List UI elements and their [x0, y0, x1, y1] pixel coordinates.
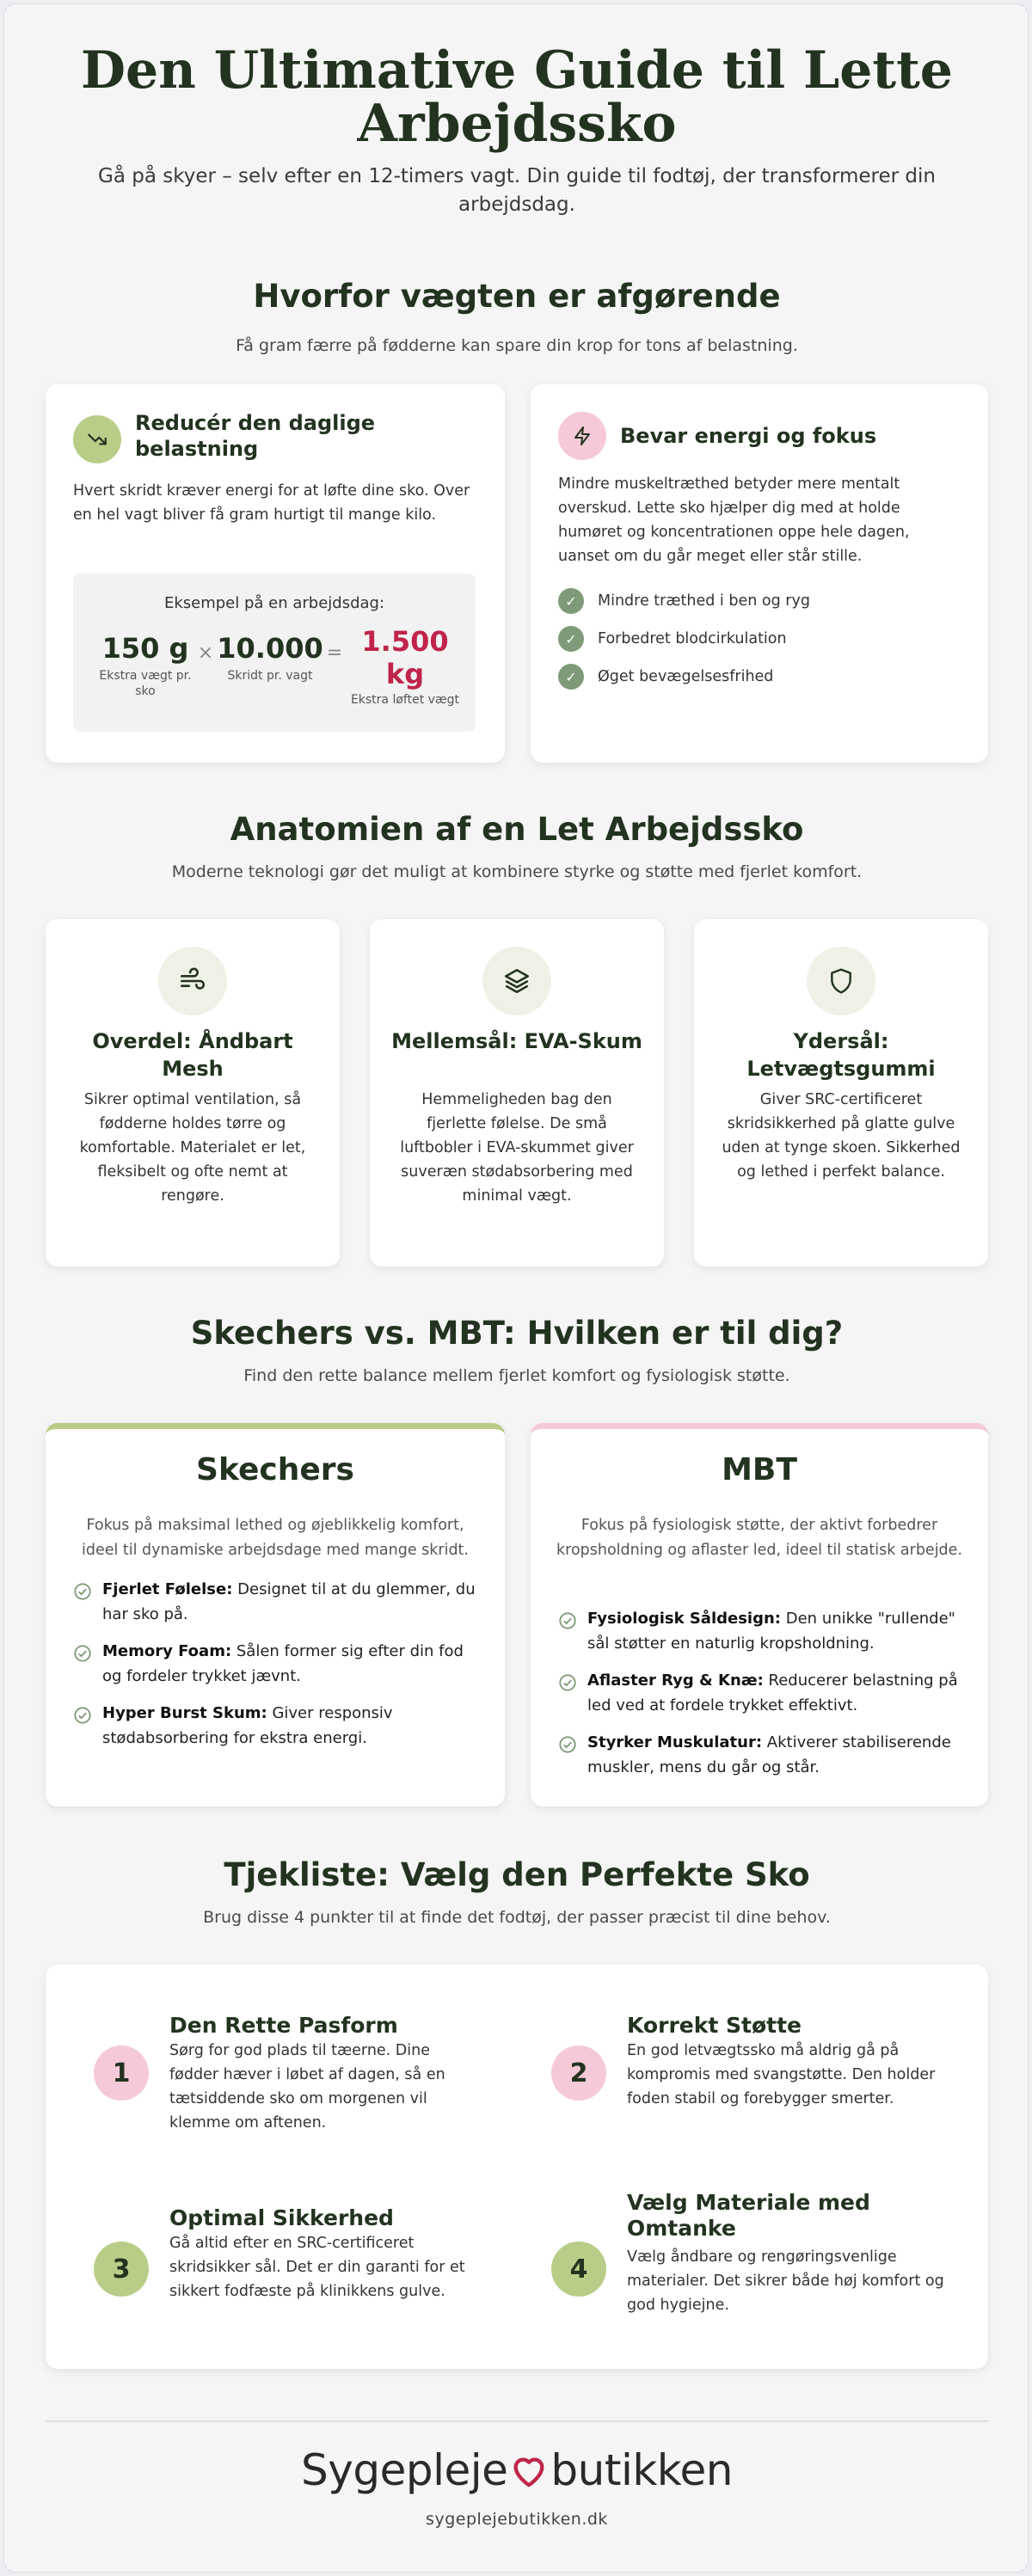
- compare-section-title: Skechers vs. MBT: Hvilken er til dig?: [190, 1315, 844, 1352]
- equals-sign: =: [326, 642, 343, 664]
- check-circle-icon: [558, 1611, 577, 1630]
- check-circle-icon: [73, 1582, 92, 1601]
- load-card-text: Hvert skridt kræver energi for at løfte dine sko. Over en hel vagt bliver få gram hurtigt til mange kilo.: [73, 482, 470, 524]
- mbt-item: Styrker Muskulatur: Aktiverer stabiliserende muskler, mens du går og står.: [587, 1733, 951, 1776]
- feature-card: [694, 919, 988, 1267]
- check-circle-icon: [73, 1706, 92, 1725]
- page: [3, 3, 1029, 2573]
- footer-url[interactable]: sygeplejebutikken.dk: [426, 2510, 608, 2529]
- logo-text-right: butikken: [550, 2445, 733, 2495]
- layers-icon: [482, 947, 551, 1015]
- mbt-item: Fysiologisk Såldesign: Den unikke "rullende" sål støtter en naturlig kropsholdning.: [587, 1610, 955, 1653]
- check-circle-icon: [73, 1644, 92, 1663]
- step-number: 1: [94, 2045, 149, 2101]
- feature-title: Mellemsål: EVA-Skum: [391, 1029, 642, 1053]
- mbt-item: Aflaster Ryg & Knæ: Reducerer belastning på led ved at fordele trykket effektivt.: [587, 1671, 958, 1714]
- energy-item: Mindre træthed i ben og ryg: [598, 592, 810, 610]
- feature-card: [46, 919, 340, 1267]
- step-number: 2: [551, 2045, 606, 2101]
- page-title: Den Ultimative Guide til Lette Arbejdssko: [81, 40, 953, 154]
- why-section-subtitle: Få gram færre på fødderne kan spare din krop for tons af belastning.: [236, 336, 798, 355]
- heart-icon: [509, 2450, 549, 2490]
- logo[interactable]: [4, 2443, 1029, 2498]
- feature-title: Overdel: Åndbart Mesh: [92, 1029, 293, 1081]
- energy-card-title: Bevar energi og fokus: [620, 424, 877, 448]
- skechers-title: Skechers: [196, 1452, 354, 1487]
- checklist-section-subtitle: Brug disse 4 punkter til at finde det fodtøj, der passer præcist til dine behov.: [203, 1908, 831, 1927]
- check-circle-icon: [558, 1673, 577, 1692]
- energy-item: Øget bevægelsesfrihed: [598, 668, 774, 685]
- checklist-item-text: En god letvægtssko må aldrig gå på kompromis med svangstøtte. Den holder foden stabil og forebygger smerter.: [627, 2042, 936, 2107]
- check-icon: ✓: [558, 626, 584, 652]
- example-box: [73, 573, 476, 732]
- weight-label: Ekstra vægt pr. sko: [99, 669, 192, 698]
- trend-down-icon: [73, 415, 121, 463]
- energy-item: Forbedret blodcirkulation: [598, 630, 787, 647]
- skechers-item: Fjerlet Følelse: Designet til at du glemmer, du har sko på.: [102, 1580, 476, 1623]
- page-subtitle: Gå på skyer – selv efter en 12-timers vagt. Din guide til fodtøj, der transformerer din arbejdsdag.: [98, 165, 936, 216]
- times-sign: ×: [197, 642, 214, 664]
- checklist-item-title: Vælg Materiale med Omtanke: [627, 2190, 870, 2241]
- mbt-title: MBT: [722, 1452, 797, 1487]
- anatomy-section-title: Anatomien af en Let Arbejdssko: [230, 811, 804, 848]
- checklist-item-text: Sørg for god plads til tæerne. Dine fødder hæver i løbet af dagen, så en tætsiddende sko om morgenen vil klemme om aftenen.: [169, 2042, 445, 2131]
- footer-divider: [46, 2420, 988, 2422]
- checklist-item-title: Den Rette Pasform: [169, 2013, 398, 2038]
- steps-value: 10.000: [217, 632, 323, 665]
- why-section-title: Hvorfor vægten er afgørende: [253, 278, 781, 315]
- step-number: 3: [94, 2242, 149, 2297]
- weight-value: 150 g: [101, 632, 189, 665]
- checklist-item-text: Vælg åndbare og rengøringsvenlige materialer. Det sikrer både høj komfort og god hygiejne.: [627, 2248, 944, 2314]
- checklist-section-title: Tjekliste: Vælg den Perfekte Sko: [224, 1856, 810, 1893]
- result-value: 1.500 kg: [361, 625, 449, 690]
- skechers-card: [46, 1423, 505, 1806]
- result-label: Ekstra løftet vægt: [350, 693, 460, 707]
- skechers-intro: Fokus på maksimal lethed og øjeblikkelig komfort, ideel til dynamiske arbejdsdage med mange skridt.: [81, 1517, 469, 1559]
- energy-card-text: Mindre muskeltræthed betyder mere mentalt overskud. Lette sko hjælper dig med at holde humøret og koncentrationen oppe hele dagen, uanset om du går meget eller står stille.: [558, 475, 910, 565]
- checklist-item-text: Gå altid efter en SRC-certificeret skridsikker sål. Det er din garanti for et sikkert fodfæste på klinikkens gulve.: [169, 2235, 465, 2300]
- skechers-item: Memory Foam: Sålen former sig efter din fod og fordeler trykket jævnt.: [102, 1642, 464, 1685]
- check-icon: ✓: [558, 664, 584, 690]
- energy-card: [531, 384, 988, 763]
- feature-card: [370, 919, 664, 1267]
- skechers-item: Hyper Burst Skum: Giver responsiv stødabsorbering for ekstra energi.: [102, 1704, 393, 1747]
- checklist-item-title: Optimal Sikkerhed: [169, 2205, 394, 2230]
- anatomy-section-subtitle: Moderne teknologi gør det muligt at kombinere styrke og støtte med fjerlet komfort.: [171, 862, 863, 881]
- step-number: 4: [551, 2242, 606, 2297]
- feature-text: Hemmeligheden bag den fjerlette følelse. De små luftbobler i EVA-skummet giver suveræn stødabsorbering med minimal vægt.: [400, 1091, 634, 1205]
- compare-section-subtitle: Find den rette balance mellem fjerlet komfort og fysiologisk støtte.: [243, 1366, 790, 1385]
- check-icon: ✓: [558, 588, 584, 614]
- checklist-item-title: Korrekt Støtte: [627, 2013, 802, 2038]
- feature-title: Ydersål: Letvægtsgummi: [746, 1029, 936, 1081]
- mbt-card: [531, 1423, 988, 1806]
- lightning-icon: [558, 412, 606, 460]
- load-card: [46, 384, 505, 763]
- shield-icon: [807, 947, 875, 1015]
- checklist-card: [46, 1965, 988, 2369]
- check-circle-icon: [558, 1735, 577, 1754]
- steps-label: Skridt pr. vagt: [227, 669, 313, 683]
- logo-text-left: Sygepleje: [301, 2445, 508, 2495]
- mbt-intro: Fokus på fysiologisk støtte, der aktivt forbedrer kropsholdning og aflaster led, ideel til statisk arbejde.: [556, 1517, 962, 1559]
- feature-text: Sikrer optimal ventilation, så fødderne holdes tørre og komfortable. Materialet er let, fleksibelt og ofte nemt at rengøre.: [79, 1091, 306, 1205]
- feature-text: Giver SRC-certificeret skridsikkerhed på glatte gulve uden at tynge skoen. Sikkerhed og lethed i perfekt balance.: [722, 1091, 961, 1181]
- example-label: Eksempel på en arbejdsdag:: [163, 594, 385, 612]
- wind-icon: [158, 947, 227, 1015]
- load-card-title: Reducér den daglige belastning: [135, 411, 376, 461]
